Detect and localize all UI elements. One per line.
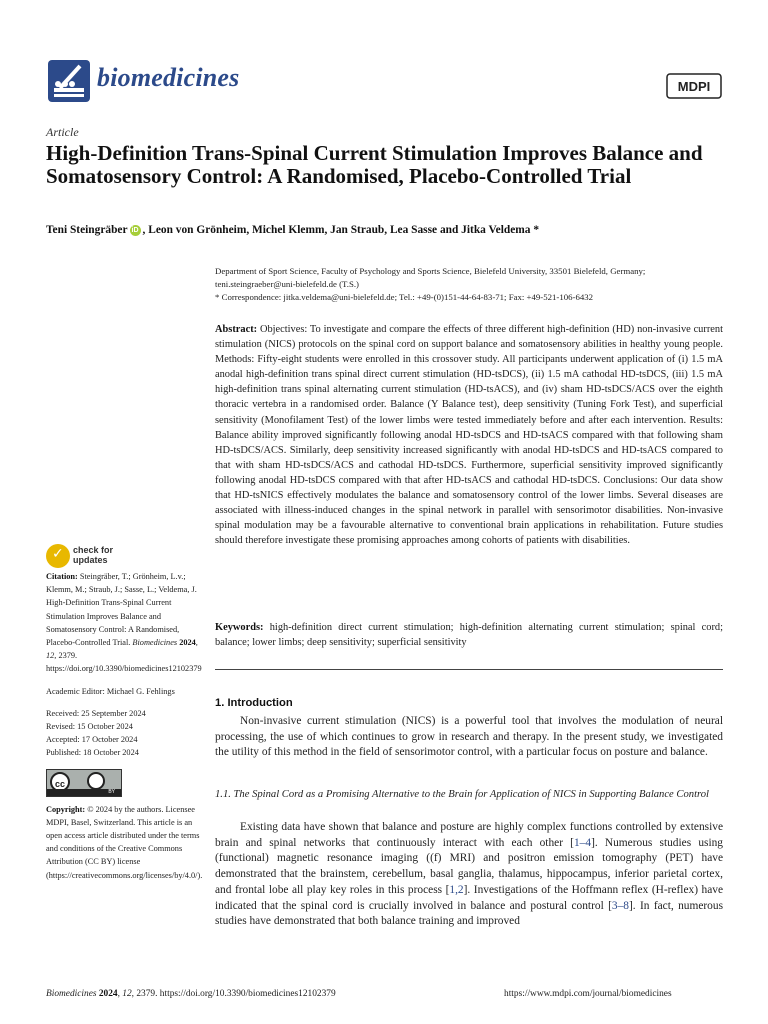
subsection-heading: 1.1. The Spinal Cord as a Promising Alternative to the Brain for Application of NICS in Supporting Balance Control bbox=[215, 789, 709, 800]
footer-doi[interactable]: , 2379. https://doi.org/10.3390/biomedicines12102379 bbox=[131, 989, 336, 999]
body-text-c: ]. Investigations of the Hoffmann reflex (H-reflex) have indicated that the spinal cord is crucially involved in balance and postural control [ bbox=[215, 883, 723, 912]
sidebar bbox=[46, 570, 201, 891]
academic-editor: Academic Editor: Michael G. Fehlings bbox=[46, 686, 175, 696]
check-updates-line1: check for bbox=[73, 545, 114, 555]
footer-year: 2024 bbox=[96, 989, 118, 999]
citation-volume: , 12 bbox=[46, 638, 198, 661]
citation-link[interactable]: 3–8 bbox=[611, 899, 629, 912]
mdpi-logo-text: MDPI bbox=[677, 79, 711, 94]
mdpi-logo[interactable] bbox=[666, 73, 722, 99]
author-rest: , Leon von Grönheim, Michel Klemm, Jan Straub, Lea Sasse and Jitka Veldema * bbox=[142, 224, 540, 236]
journal-name[interactable]: biomedicines bbox=[97, 63, 240, 92]
body-text-b: ]. Numerous studies using (functional) magnetic resonance imaging ((f) MRI) and positron emission tomography (PET) have demonstrated that the brainstem, cerebellum, basal ganglia, thalamus, hippocampus, inferior parietal cortex, and frontal lobe all play key roles in this process [ bbox=[215, 836, 724, 896]
keywords-text: high-definition direct current stimulation; high-definition alternating current stimulation; spinal cord; balance; lower limbs; deep sensitivity; superficial sensitivity bbox=[215, 622, 723, 649]
footer-citation bbox=[46, 989, 336, 999]
citation-link[interactable]: 1,2 bbox=[449, 883, 464, 896]
body-text-d: ]. In fact, numerous studies have demonstrated that both balance training and improved bbox=[215, 899, 724, 928]
citation-journal: Biomedicines bbox=[132, 638, 178, 648]
cc-by-license-icon[interactable] bbox=[46, 769, 122, 797]
body-paragraph bbox=[215, 820, 723, 930]
citation-text: Steingräber, T.; Grönheim, L.v.; Klemm, M.; Straub, J.; Sasse, L.; Veldema, J. High-Definition Trans-Spinal Current Stimulation Improves Balance and Somatosensory Control: A Randomised, Placebo-Controlled Trial. bbox=[46, 572, 197, 648]
article-title: High-Definition Trans-Spinal Current Stimulation Improves Balance and Somatosensory Control: A Randomised, Placebo-Controlled Trial bbox=[46, 141, 703, 188]
correspondence: * Correspondence: jitka.veldema@uni-bielefeld.de; Tel.: +49-(0)151-44-64-83-71; Fax: +49-521-106-6432 bbox=[215, 292, 594, 302]
citation-label: Citation: bbox=[46, 572, 78, 581]
citation-year: 2024 bbox=[177, 638, 196, 648]
keywords-label: Keywords: bbox=[215, 622, 264, 633]
citation-link[interactable]: 1–4 bbox=[573, 836, 592, 849]
citation-doi[interactable]: , 2379. https://doi.org/10.3390/biomedicines12102379 bbox=[46, 651, 202, 674]
cc-icon: cc bbox=[50, 772, 70, 792]
date-received: Received: 25 September 2024 bbox=[46, 708, 146, 718]
article-type: Article bbox=[46, 125, 79, 139]
affiliation-1: Department of Sport Science, Faculty of Psychology and Sports Science, Bielefeld University, 33501 Bielefeld, Germany; teni.steingraeber@uni-bielefeld.de (T.S.) bbox=[215, 266, 646, 289]
body-text-a: Existing data have shown that balance and posture are highly complex functions controlled by extensive brain and spinal networks that continuously interact with each other [ bbox=[215, 821, 723, 849]
divider bbox=[215, 669, 723, 670]
keywords bbox=[215, 620, 723, 650]
person-icon bbox=[87, 772, 105, 790]
abstract-label: Abstract: bbox=[215, 324, 258, 335]
by-label: BY bbox=[47, 789, 121, 796]
copyright-label: Copyright: bbox=[46, 804, 86, 814]
date-accepted: Accepted: 17 October 2024 bbox=[46, 735, 138, 745]
copyright bbox=[46, 803, 201, 882]
footer-journal-url[interactable]: https://www.mdpi.com/journal/biomedicines bbox=[504, 989, 672, 999]
orcid-icon[interactable]: iD bbox=[131, 226, 139, 234]
intro-paragraph: Non-invasive current stimulation (NICS) is a powerful tool that involves the modulation of neural processing, the use of which continues to grow in research and therapy. In the present study, we investigated the utility of this method in the field of sensorimotor control, with a particular focus on posture and balance. bbox=[215, 715, 723, 759]
copyright-text: © 2024 by the authors. Licensee MDPI, Basel, Switzerland. This article is an open access article distributed under the terms and conditions of the Creative Commons Attribution (CC BY) license (https://creativecommons.org/licenses/by/4.0/). bbox=[46, 804, 203, 880]
author-first[interactable]: Teni Steingräber bbox=[46, 224, 128, 236]
citation bbox=[46, 570, 201, 676]
footer-journal: Biomedicines bbox=[46, 989, 97, 999]
abstract-text: Objectives: To investigate and compare the effects of three different high-definition (HD) non-invasive current stimulation (NICS) protocols on the spinal cord on support balance and somatosensory abilities in healthy young people. Methods: Fifty-eight students were enrolled in this crossover study. All participants underwent application of (i) 1.5 mA anodal high-definition trans spinal direct current stimulation (HD-tsDCS), (ii) 1.5 mA cathodal HD-tsDCS, (iii) 1.5 mA high-definition trans spinal alternating current stimulation (HD-tsACS), and (iv) sham HD-tsDCS/ACS over the eighth thoracic vertebra in a randomised order. Balance (Y Balance test), deep sensitivity (Tuning Fork Test), and superficial sensitivity (Monofilament Test) of the lower limbs were tested immediately before and after each intervention. Results: Balance ability improved significantly following anodal HD-tsDCS and HD-tsACS compared with that following sham HD-tsDCS/ACS. Similarly, deep sensitivity increased significantly with anodal HD-tsDCS and HD-tsACS compared to that with sham HD-tsDCS/ACS and cathodal HD-tsDCS. Furthermore, superficial sensitivity improved significantly following anodal HD-tsDCS compared with that after HD-tsACS and cathodal HD-tsDCS. Conclusions: Our data show that HD-tsNICS effectively modulates the balance and somatosensory control of the lower limbs. Several diseases are associated with illness-induced changes in the spinal network in parallel with sensorimotor disabilities. Non-invasive spinal modulation may be a favourable alternative to conventional brain applications in rehabilitation. Future studies should therefore investigate these promising approaches among cohorts of patients with disabilities. bbox=[215, 324, 723, 547]
dates bbox=[46, 707, 201, 760]
section-heading-introduction: 1. Introduction bbox=[215, 697, 293, 709]
abstract bbox=[215, 322, 723, 548]
author-list bbox=[46, 224, 746, 236]
checkmark-icon: ✓ bbox=[46, 544, 70, 568]
date-published: Published: 18 October 2024 bbox=[46, 748, 139, 758]
affiliations bbox=[215, 265, 725, 304]
check-for-updates-button[interactable] bbox=[46, 544, 166, 570]
check-updates-line2: updates bbox=[73, 555, 108, 565]
test-tubes-rack-icon bbox=[46, 58, 92, 104]
footer-volume: , 12 bbox=[117, 989, 132, 999]
date-revised: Revised: 15 October 2024 bbox=[46, 722, 133, 732]
